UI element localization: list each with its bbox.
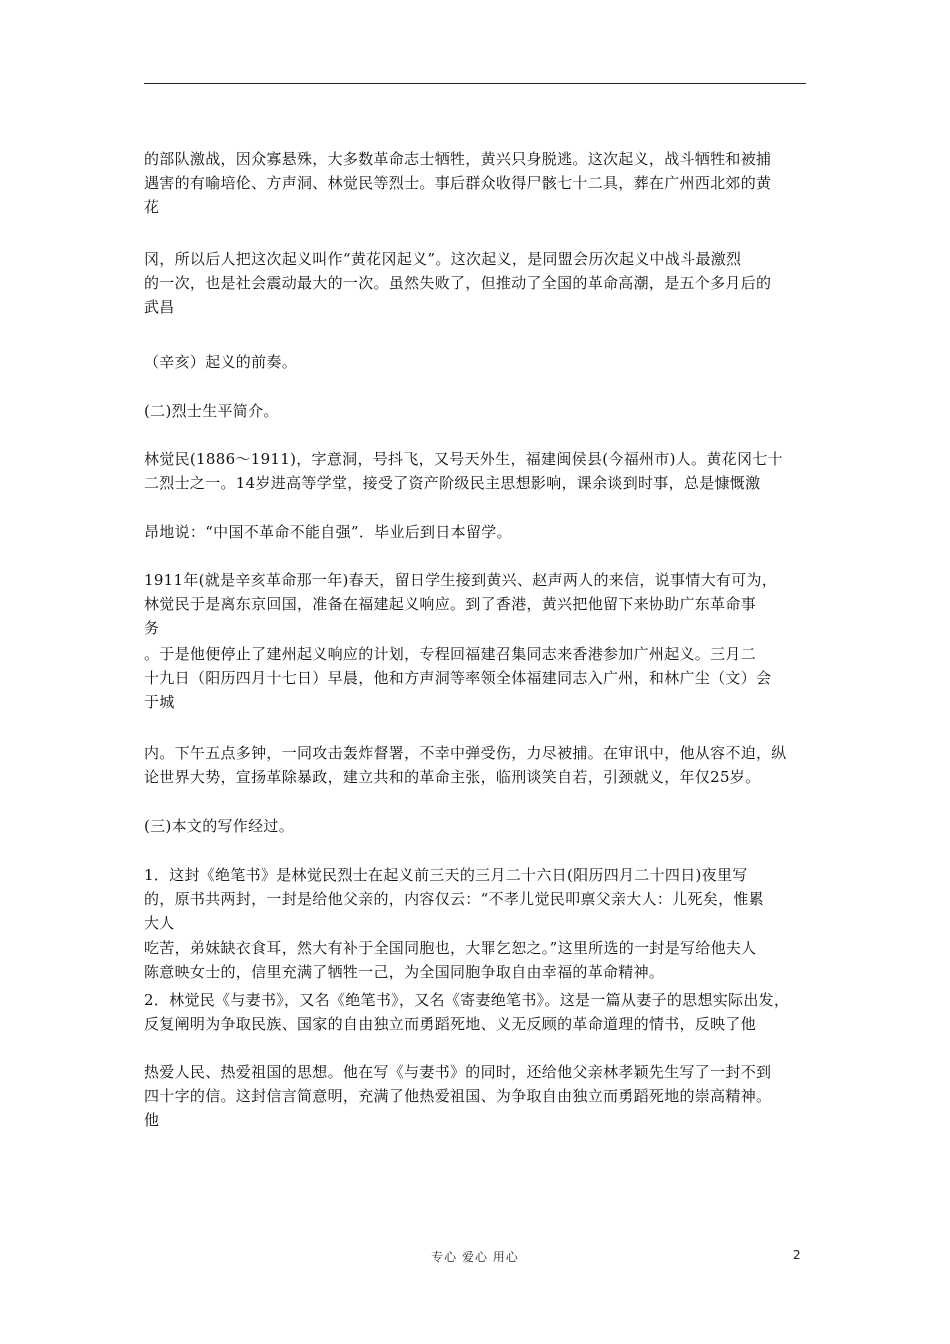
text-line: 于城 [144, 693, 175, 711]
paragraph [144, 399, 808, 423]
text-line: 花 [144, 198, 160, 216]
text-line: 的一次，也是社会震动最大的一次。虽然失败了，但推动了全国的革命高潮，是五个多月后的 [144, 274, 772, 292]
text-line: 昂地说：“中国不革命不能自强”．毕业后到日本留学。 [144, 523, 512, 541]
text-line: 大人 [144, 914, 175, 932]
paragraph [144, 147, 808, 219]
text-line: 他 [144, 1111, 160, 1129]
text-line: 反复阐明为争取民族、国家的自由独立而勇蹈死地、义无反顾的革命道理的情书，反映了他 [144, 1015, 757, 1033]
text-line: 吃苦，弟妹缺衣食耳，然大有补于全国同胞也，大罪乞恕之。”这里所选的一封是写给他夫人 [144, 939, 757, 957]
text-line: （辛亥）起义的前奏。 [144, 353, 298, 371]
text-line: 的部队激战，因众寡悬殊，大多数革命志士牺牲，黄兴只身脱逃。这次起义，战斗牺牲和被捕 [144, 150, 772, 168]
text-line: 。于是他便停止了建州起义响应的计划，专程回福建召集同志来香港参加广州起义。三月二 [144, 645, 757, 663]
text-line: 林觉民(1886～1911)，字意洞，号抖飞，又号天外生，福建闽侯县(今福州市)人。黄花冈七十 [144, 450, 783, 468]
text-line: 的，原书共两封，一封是给他父亲的，内容仅云：“不孝儿觉民叩禀父亲大人：儿死矣，惟累 [144, 890, 764, 908]
paragraph [144, 988, 808, 1036]
paragraph [144, 247, 808, 319]
paragraph [144, 447, 808, 495]
paragraph [144, 350, 808, 374]
text-line: 1．这封《绝笔书》是林觉民烈士在起义前三天的三月二十六日(阳历四月二十四日)夜里写 [144, 866, 748, 884]
footer-motto: 专心 爱心 用心 [431, 1250, 519, 1264]
text-line: (二)烈士生平简介。 [144, 402, 279, 420]
text-line: 2．林觉民《与妻书》，又名《绝笔书》，又名《寄妻绝笔书》。这是一篇从妻子的思想实际出发， [144, 991, 790, 1009]
paragraph [144, 741, 808, 789]
paragraph [144, 1060, 808, 1132]
text-line: 冈，所以后人把这次起义叫作“黄花冈起义”。这次起义，是同盟会历次起义中战斗最激烈 [144, 250, 742, 268]
paragraph [144, 568, 808, 640]
text-line: 务 [144, 619, 160, 637]
text-line: 陈意映女士的，信里充满了牺牲一己，为全国同胞争取自由幸福的革命精神。 [144, 963, 665, 981]
text-line: 林觉民于是离东京回国，准备在福建起义响应。到了香港，黄兴把他留下来协助广东革命事 [144, 595, 757, 613]
text-line: 论世界大势，宣扬革除暴政，建立共和的革命主张，临刑谈笑自若，引颈就义，年仅25岁。 [144, 768, 761, 786]
text-line: 十九日（阳历四月十七日）早晨，他和方声洞等率领全体福建同志入广州，和林广尘（文）会 [144, 669, 772, 687]
text-line: 武昌 [144, 298, 175, 316]
text-line: 遇害的有喻培伦、方声洞、林觉民等烈士。事后群众收得尸骸七十二具，葬在广州西北郊的黄 [144, 174, 772, 192]
text-line: 内。下午五点多钟，一同攻击轰炸督署，不幸中弹受伤，力尽被捕。在审讯中，他从容不迫，纵 [144, 744, 787, 762]
text-line: (三)本文的写作经过。 [144, 817, 295, 835]
text-line: 1911年(就是辛亥革命那一年)春天，留日学生接到黄兴、赵声两人的来信，说事情大有可为， [144, 571, 778, 589]
paragraph [144, 936, 808, 984]
paragraph [144, 642, 808, 714]
page-number: 2 [793, 1248, 801, 1262]
paragraph [144, 814, 808, 838]
paragraph [144, 863, 808, 935]
text-line: 二烈士之一。14岁进高等学堂，接受了资产阶级民主思想影响，课余谈到时事，总是慷慨激 [144, 474, 761, 492]
header-rule [144, 83, 806, 84]
paragraph [144, 520, 808, 544]
text-line: 热爱人民、热爱祖国的思想。他在写《与妻书》的同时，还给他父亲林孝颖先生写了一封不到 [144, 1063, 772, 1081]
text-line: 四十字的信。这封信言简意明，充满了他热爱祖国、为争取自由独立而勇蹈死地的崇高精神。 [144, 1087, 772, 1105]
